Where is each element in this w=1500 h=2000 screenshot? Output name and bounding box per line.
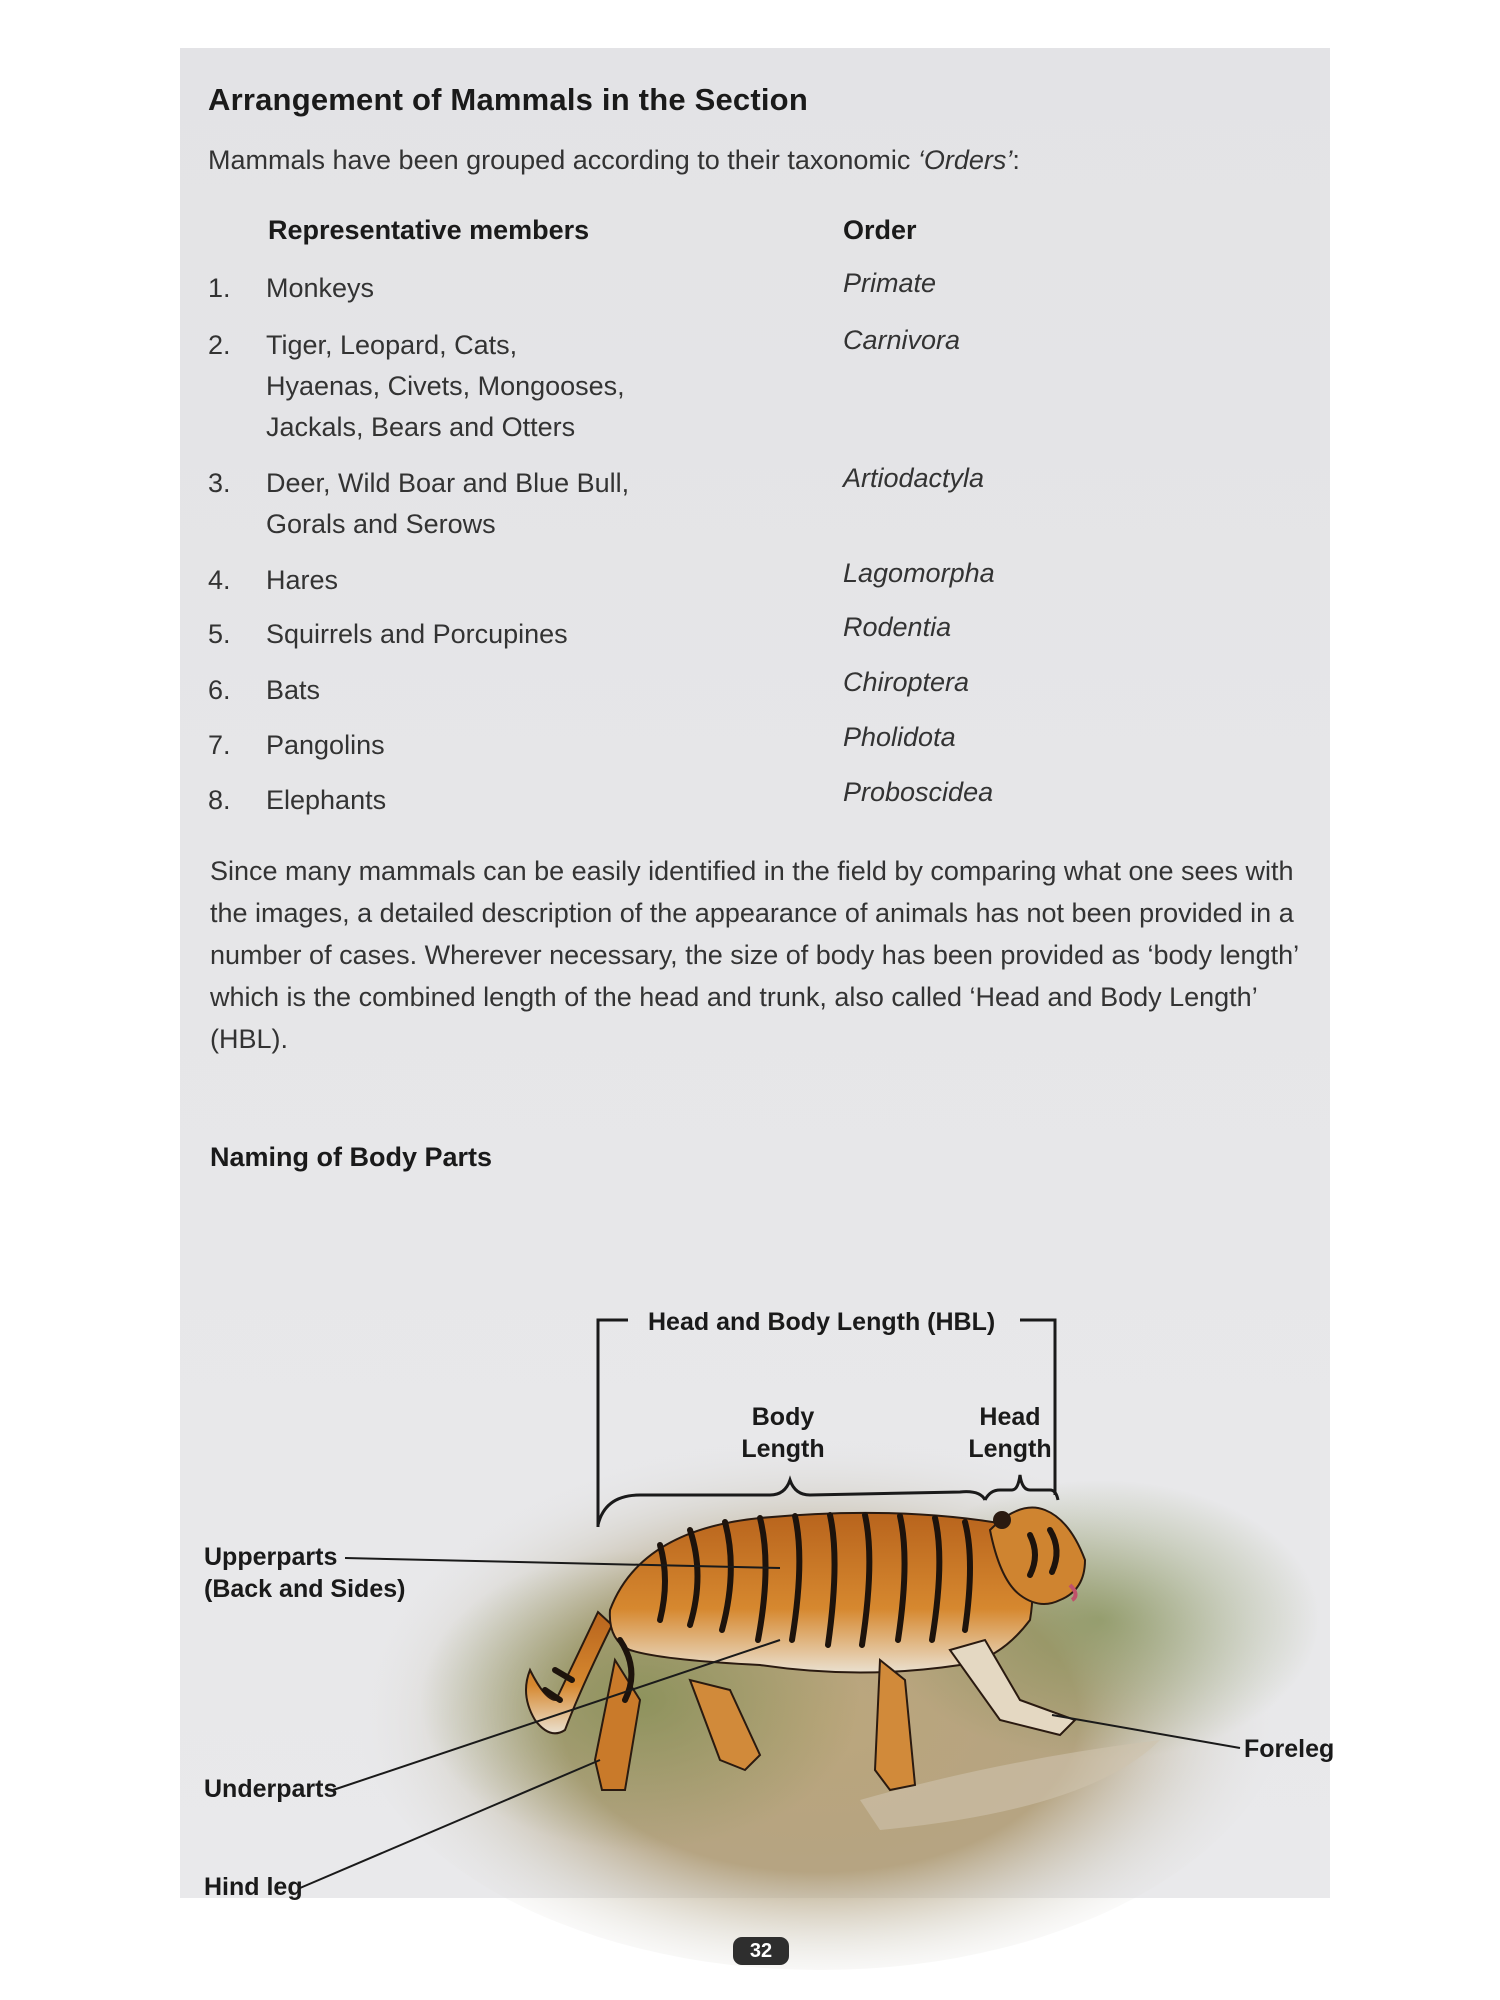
row-number: 5. xyxy=(208,619,231,649)
head-length-label-line2: Length xyxy=(968,1435,1052,1463)
foreleg-label: Foreleg xyxy=(1244,1735,1335,1763)
row-number: 1. xyxy=(208,273,231,303)
row-members: Elephants xyxy=(266,785,387,815)
section-title: Arrangement of Mammals in the Section xyxy=(208,82,808,117)
page-number: 32 xyxy=(733,1937,789,1965)
body-length-label-line1: Body xyxy=(751,1403,815,1431)
description-paragraph: Since many mammals can be easily identified in the field by comparing what one sees with the images, a detailed description of the appearance of animals has not been provided in a number of cases. Wherever necessary, the size of body has been provided as ‘body length’ which is the combined length of the head and trunk, also called ‘Head and Body Length’ (HBL). xyxy=(210,856,1299,1054)
row-order: Carnivora xyxy=(843,325,961,355)
row-number: 8. xyxy=(208,785,231,815)
row-members: Squirrels and Porcupines xyxy=(266,619,568,649)
hbl-label: Head and Body Length (HBL) xyxy=(648,1308,996,1336)
hind-leg-label: Hind leg xyxy=(204,1873,303,1901)
row-order: Rodentia xyxy=(843,612,952,642)
head-length-label-line1: Head xyxy=(979,1403,1041,1431)
row-number: 2. xyxy=(208,330,231,360)
row-order: Lagomorpha xyxy=(843,558,995,588)
row-number: 4. xyxy=(208,565,231,595)
row-number: 3. xyxy=(208,468,231,498)
row-members: Tiger, Leopard, Cats, Hyaenas, Civets, Mongooses, Jackals, Bears and Otters xyxy=(266,330,625,442)
row-order: Chiroptera xyxy=(843,667,970,697)
row-members: Hares xyxy=(266,565,339,595)
row-order: Pholidota xyxy=(843,722,956,752)
intro-text: Mammals have been grouped according to their taxonomic ‘Orders’: xyxy=(208,145,1020,175)
row-order: Artiodactyla xyxy=(843,463,985,493)
row-order: Proboscidea xyxy=(843,777,994,807)
upperparts-label-line1: Upperparts xyxy=(204,1543,338,1571)
row-number: 7. xyxy=(208,730,231,760)
upperparts-label-line2: (Back and Sides) xyxy=(204,1575,406,1603)
column-header-order: Order xyxy=(843,215,917,245)
column-header-members: Representative members xyxy=(268,215,590,245)
underparts-label: Underparts xyxy=(204,1775,338,1803)
row-order: Primate xyxy=(843,268,937,298)
body-parts-title: Naming of Body Parts xyxy=(210,1142,493,1172)
row-members: Monkeys xyxy=(266,273,375,303)
row-members: Bats xyxy=(266,675,321,705)
row-number: 6. xyxy=(208,675,231,705)
body-length-label-line2: Length xyxy=(741,1435,825,1463)
row-members: Deer, Wild Boar and Blue Bull, Gorals and Serows xyxy=(266,468,630,539)
row-members: Pangolins xyxy=(266,730,385,760)
